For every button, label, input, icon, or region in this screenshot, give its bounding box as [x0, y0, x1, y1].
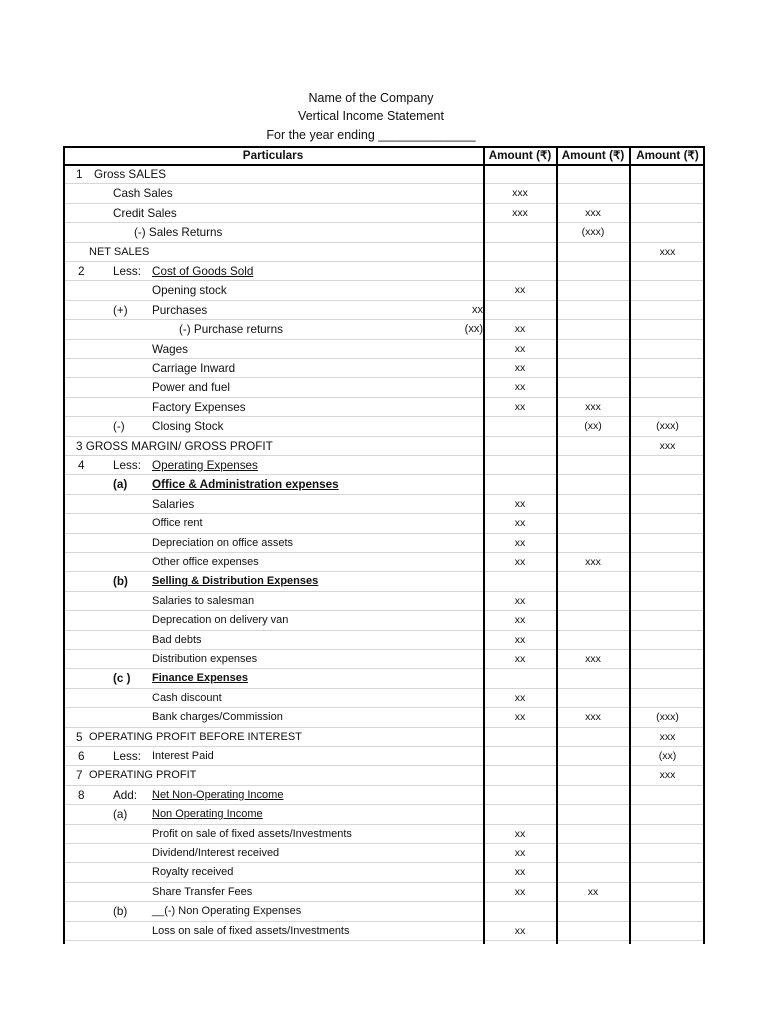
table-row [63, 902, 705, 921]
table-row [63, 417, 705, 436]
row-particulars-text: Distribution expenses [152, 653, 258, 665]
company-name: Name of the Company [308, 91, 434, 105]
table-row [63, 669, 705, 688]
income-statement-table [63, 146, 705, 944]
row-amount-1: xxx [512, 187, 528, 200]
table-row [63, 184, 705, 203]
row-amount-1: xx [514, 827, 526, 840]
table-right-border [703, 146, 705, 944]
row-amount-2: (xx) [584, 420, 602, 433]
row-particulars-text: Carriage Inward [152, 362, 236, 375]
table-row [63, 359, 705, 378]
table-row [63, 204, 705, 223]
row-amount-1: xx [514, 924, 526, 937]
table-row [63, 631, 705, 650]
row-particulars-text: Closing Stock [152, 420, 224, 434]
row-amount-3: (xxx) [656, 711, 679, 724]
row-particulars-text: (+) [113, 303, 128, 317]
row-particulars-text: (-) Sales Returns [134, 226, 223, 240]
row-amount-2: xxx [585, 206, 601, 219]
row-particulars-text: Cost of Goods Sold [152, 265, 254, 278]
table-row [63, 514, 705, 533]
table-row [63, 165, 705, 184]
col-divider-1 [483, 146, 485, 944]
row-particulars-text: Salaries [152, 497, 195, 511]
row-particulars-text: Power and fuel [152, 381, 230, 395]
row-amount-3: (xxx) [656, 420, 679, 433]
row-amount-3: xxx [659, 769, 676, 782]
table-row [63, 766, 705, 785]
row-amount-1: xx [514, 847, 526, 859]
row-particulars-text: Less: [113, 459, 141, 472]
row-particulars-text: Wages [152, 342, 188, 356]
table-row [63, 243, 705, 262]
row-particulars-text: Office rent [152, 517, 203, 530]
row-amount-1: xx [514, 284, 526, 297]
table-row [63, 262, 705, 281]
row-particulars-text: Dividend/Interest received [152, 847, 280, 859]
row-particulars-text: (a) [113, 808, 128, 822]
row-particulars-text: Less: [113, 265, 141, 278]
row-particulars-text: Less: [113, 750, 141, 763]
row-particulars-text: Royalty received [152, 866, 234, 879]
col-divider-3 [629, 146, 631, 944]
row-particulars-text: Share Transfer Fees [152, 885, 253, 898]
row-amount-2: xx [587, 885, 599, 898]
period-line: For the year ending ______________ [266, 128, 476, 142]
table-row [63, 437, 705, 456]
row-amount-1: xx [514, 323, 526, 336]
row-particulars-text: Loss on sale of fixed assets/Investments [152, 924, 350, 937]
row-particulars-text: Office & Administration expenses [152, 478, 339, 492]
row-particulars-text: Factory Expenses [152, 400, 246, 414]
row-inner-amount: (xx) [464, 323, 483, 336]
row-particulars-text: Bad debts [152, 633, 202, 646]
table-row [63, 475, 705, 494]
row-amount-1: xx [514, 614, 526, 627]
row-amount-2: xxx [585, 556, 601, 568]
row-amount-1: xx [514, 536, 526, 549]
row-particulars-text: Gross SALES [94, 168, 167, 181]
row-particulars-text: Profit on sale of fixed assets/Investments [152, 827, 352, 840]
table-row [63, 456, 705, 475]
table-row [63, 786, 705, 805]
table-row [63, 863, 705, 882]
table-row [63, 708, 705, 727]
row-amount-1: xx [514, 556, 526, 568]
row-particulars-text: __(-) Non Operating Expenses [152, 905, 302, 918]
row-amount-1: xx [514, 866, 526, 879]
row-amount-3: (xx) [658, 750, 677, 762]
table-left-border [63, 146, 65, 944]
col-divider-2 [556, 146, 558, 944]
table-row [63, 572, 705, 591]
row-amount-1: xx [514, 594, 526, 607]
row-particulars-text: Operating Expenses [152, 459, 258, 472]
row-particulars-text: (b) [113, 905, 128, 919]
row-particulars-text: 8 [78, 788, 85, 802]
row-amount-1: xx [514, 517, 526, 530]
table-row [63, 495, 705, 514]
row-particulars-text: (-) Purchase returns [179, 323, 283, 337]
row-particulars-text: OPERATING PROFIT [89, 769, 197, 782]
row-amount-1: xx [514, 362, 526, 374]
row-amount-3: xxx [659, 245, 676, 258]
row-particulars-text: Opening stock [152, 284, 227, 298]
row-particulars-text: (a) [113, 478, 128, 492]
table-top-border [63, 146, 705, 148]
row-particulars-text: Non Operating Income [152, 808, 263, 821]
row-amount-2: xxx [585, 653, 601, 665]
row-particulars-text: 4 [78, 459, 85, 472]
table-row [63, 301, 705, 320]
row-amount-2: xxx [585, 400, 601, 413]
row-particulars-text: Cash discount [152, 691, 222, 704]
row-amount-1: xx [514, 653, 526, 665]
row-amount-3: xxx [659, 730, 676, 743]
row-particulars-text: Deprecation on delivery van [152, 614, 289, 627]
row-particulars-text: (b) [113, 575, 128, 589]
row-particulars-text: Interest Paid [152, 750, 214, 762]
row-particulars-text: Selling & Distribution Expenses [152, 575, 319, 588]
row-particulars-text: Purchases [152, 303, 208, 317]
row-amount-1: xx [514, 711, 526, 724]
row-particulars-text: 6 [78, 750, 85, 763]
table-row [63, 747, 705, 766]
table-row [63, 378, 705, 397]
row-inner-amount: xx [472, 303, 483, 316]
row-amount-1: xx [514, 691, 526, 704]
row-amount-1: xx [514, 633, 526, 646]
table-row [63, 805, 705, 824]
table-row [63, 825, 705, 844]
row-particulars-text: Net Non-Operating Income [152, 788, 284, 801]
table-row [63, 689, 705, 708]
statement-title: Vertical Income Statement [298, 109, 444, 123]
row-particulars-text: Salaries to salesman [152, 594, 255, 607]
table-row [63, 883, 705, 902]
row-amount-1: xx [514, 381, 526, 394]
table-header-row [63, 146, 705, 165]
table-row [63, 398, 705, 417]
table-row [63, 922, 705, 941]
row-particulars-text: Depreciation on office assets [152, 536, 294, 549]
row-particulars-text: Cash Sales [113, 187, 173, 201]
table-row [63, 728, 705, 747]
row-amount-2: (xxx) [581, 226, 605, 239]
row-amount-1: xx [514, 885, 526, 898]
row-amount-1: xxx [512, 206, 528, 219]
row-particulars-text: 7 [76, 769, 83, 783]
table-row [63, 592, 705, 611]
row-particulars-text: 3 GROSS MARGIN/ GROSS PROFIT [76, 439, 273, 453]
col-header-particulars: Particulars [242, 149, 304, 162]
row-amount-1: xx [514, 497, 526, 510]
row-amount-1: xx [514, 342, 526, 355]
col-header-amount-3: Amount (₹) [636, 149, 699, 162]
row-particulars-text: (-) [113, 420, 125, 434]
table-row [63, 650, 705, 669]
row-particulars-text: OPERATING PROFIT BEFORE INTEREST [89, 730, 302, 743]
col-header-amount-1: Amount (₹) [488, 149, 552, 162]
table-row [63, 223, 705, 242]
row-amount-3: xxx [659, 439, 676, 452]
row-particulars-text: Bank charges/Commission [152, 711, 283, 724]
table-row [63, 281, 705, 300]
row-particulars-text: 1 [76, 168, 83, 181]
table-row [63, 611, 705, 630]
table-row [63, 320, 705, 339]
table-row [63, 844, 705, 863]
table-row [63, 340, 705, 359]
row-particulars-text: 2 [78, 265, 85, 278]
row-particulars-text: Finance Expenses [152, 672, 248, 685]
col-header-amount-2: Amount (₹) [561, 149, 625, 162]
row-amount-1: xx [514, 400, 526, 413]
table-row [63, 553, 705, 572]
row-particulars-text: (c ) [113, 672, 131, 686]
row-particulars-text: Add: [113, 788, 138, 802]
row-particulars-text: NET SALES [89, 245, 150, 258]
table-row [63, 534, 705, 553]
row-particulars-text: Credit Sales [113, 206, 177, 220]
row-particulars-text: 5 [76, 730, 83, 744]
row-amount-2: xxx [585, 711, 601, 724]
row-particulars-text: Other office expenses [152, 556, 259, 568]
